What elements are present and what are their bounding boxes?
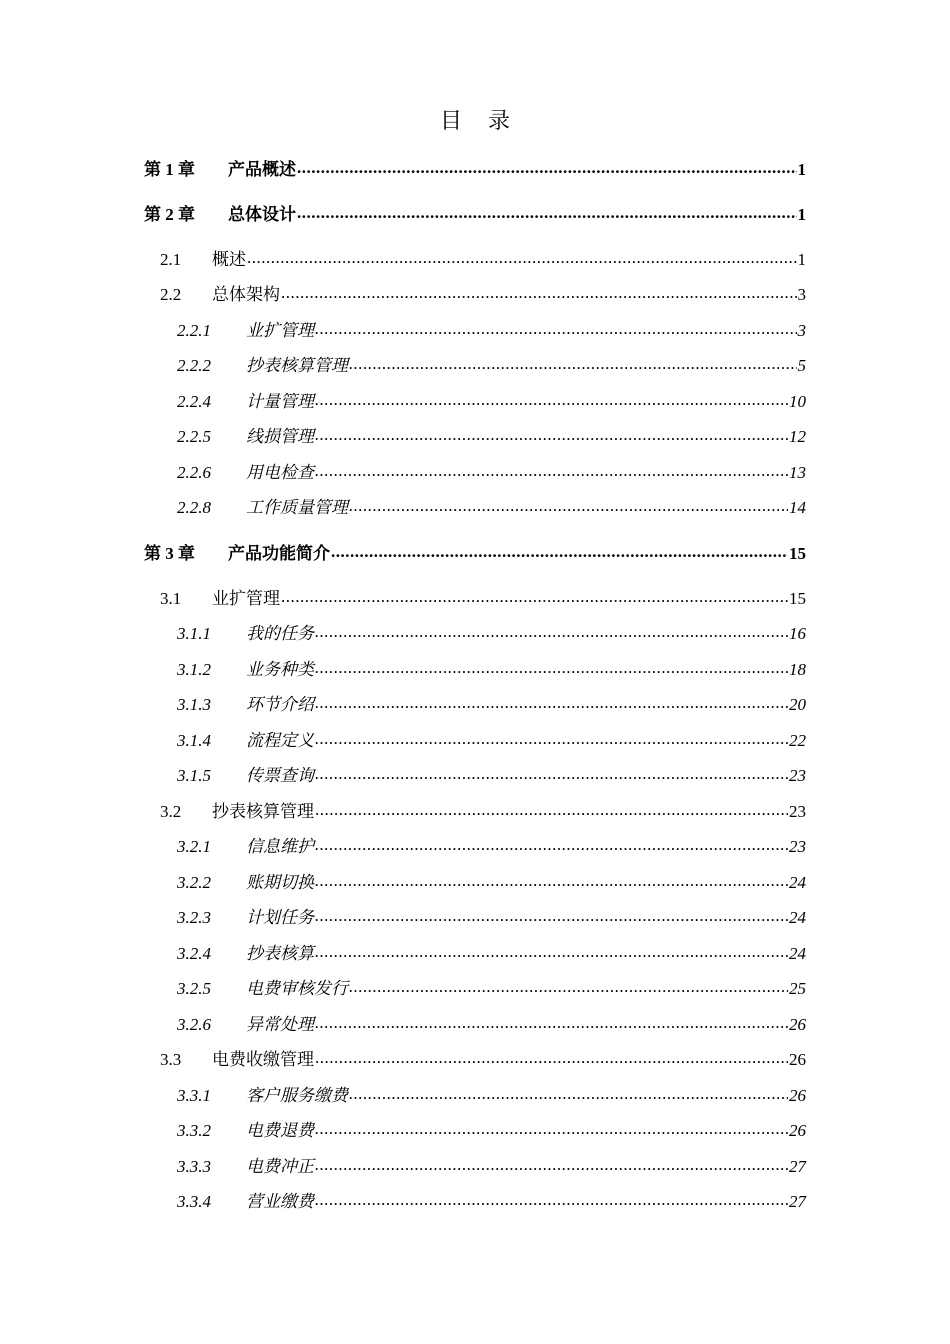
toc-entry-subsection[interactable] xyxy=(177,690,806,714)
toc-entry-subsection[interactable] xyxy=(177,832,806,856)
dot-leader xyxy=(315,1048,788,1065)
toc-entry-page: 24 xyxy=(789,908,806,927)
toc-entry-subsection[interactable] xyxy=(177,903,806,927)
toc-entry-label: 电费收缴管理 xyxy=(212,1050,314,1069)
toc-entry-subsection[interactable] xyxy=(177,387,806,411)
dot-leader xyxy=(315,1119,788,1136)
dot-leader xyxy=(349,496,788,513)
toc-entry-page: 14 xyxy=(789,498,806,517)
dot-leader xyxy=(281,283,797,300)
toc-entry-number: 3.2.5 xyxy=(177,979,211,998)
toc-entry-subsection[interactable] xyxy=(177,974,806,998)
dot-leader xyxy=(247,248,797,265)
toc-entry-label: 电费冲正 xyxy=(246,1157,314,1176)
toc-entry-number: 2.2.5 xyxy=(177,427,211,446)
toc-entry-label: 营业缴费 xyxy=(246,1192,314,1211)
toc-entry-subsection[interactable] xyxy=(177,761,806,785)
toc-entry-label: 抄表核算管理 xyxy=(246,356,348,375)
toc-entry-page: 23 xyxy=(789,837,806,856)
toc-entry-subsection[interactable] xyxy=(177,619,806,643)
dot-leader xyxy=(349,977,788,994)
toc-entry-page: 15 xyxy=(789,589,806,608)
toc-entry-subsection[interactable] xyxy=(177,868,806,892)
toc-entry-page: 22 xyxy=(789,731,806,750)
toc-entry-page: 24 xyxy=(789,873,806,892)
toc-entry-number: 3.3.1 xyxy=(177,1086,211,1105)
toc-entry-section[interactable] xyxy=(160,584,806,608)
toc-entry-label: 客户服务缴费 xyxy=(246,1086,348,1105)
toc-entry-page: 13 xyxy=(789,463,806,482)
dot-leader xyxy=(297,158,797,175)
toc-entry-page: 27 xyxy=(789,1157,806,1176)
toc-entry-number: 3.1.3 xyxy=(177,695,211,714)
toc-entry-subsection[interactable] xyxy=(177,726,806,750)
toc-entry-subsection[interactable] xyxy=(177,1152,806,1176)
toc-entry-label: 账期切换 xyxy=(246,873,314,892)
toc-entry-subsection[interactable] xyxy=(177,316,806,340)
toc-entry-page: 16 xyxy=(789,624,806,643)
toc-entry-label: 环节介绍 xyxy=(246,695,314,714)
toc-entry-label: 业扩管理 xyxy=(212,589,280,608)
toc-entry-page: 1 xyxy=(797,250,806,269)
dot-leader xyxy=(315,871,788,888)
toc-entry-chapter[interactable] xyxy=(144,539,806,563)
toc-entry-page: 26 xyxy=(789,1050,806,1069)
toc-entry-label: 抄表核算管理 xyxy=(212,802,314,821)
toc-entry-label: 产品概述 xyxy=(228,160,296,179)
dot-leader xyxy=(315,1155,788,1172)
toc-entry-number: 3.1.1 xyxy=(177,624,211,643)
toc-entry-section[interactable] xyxy=(160,1045,806,1069)
toc-entry-label: 业务种类 xyxy=(246,660,314,679)
toc-entry-subsection[interactable] xyxy=(177,458,806,482)
toc-entry-page: 3 xyxy=(797,285,806,304)
toc-entry-number: 3.2.3 xyxy=(177,908,211,927)
toc-entry-subsection[interactable] xyxy=(177,655,806,679)
toc-entry-page: 10 xyxy=(789,392,806,411)
toc-entry-label: 电费审核发行 xyxy=(246,979,348,998)
dot-leader xyxy=(315,319,797,336)
toc-entry-page: 1 xyxy=(797,205,806,224)
dot-leader xyxy=(349,354,797,371)
toc-entry-page: 26 xyxy=(789,1121,806,1140)
toc-entry-page: 23 xyxy=(789,766,806,785)
toc-entry-label: 异常处理 xyxy=(246,1015,314,1034)
toc-entry-label: 总体设计 xyxy=(228,205,296,224)
toc-entry-subsection[interactable] xyxy=(177,422,806,446)
dot-leader xyxy=(315,835,788,852)
toc-entry-subsection[interactable] xyxy=(177,939,806,963)
toc-entry-number: 第 1 章 xyxy=(144,160,195,179)
toc-entry-number: 第 2 章 xyxy=(144,205,195,224)
toc-entry-label: 电费退费 xyxy=(246,1121,314,1140)
toc-entry-subsection[interactable] xyxy=(177,1116,806,1140)
dot-leader xyxy=(315,906,788,923)
toc-entry-page: 18 xyxy=(789,660,806,679)
toc-entry-subsection[interactable] xyxy=(177,493,806,517)
toc-entry-number: 3.1.4 xyxy=(177,731,211,750)
toc-title-char-1: 目 xyxy=(439,108,462,133)
toc-entry-label: 抄表核算 xyxy=(246,944,314,963)
toc-entry-chapter[interactable] xyxy=(144,200,806,224)
toc-entry-label: 用电检查 xyxy=(246,463,314,482)
toc-entry-number: 第 3 章 xyxy=(144,544,195,563)
toc-entry-number: 3.3.3 xyxy=(177,1157,211,1176)
toc-entry-section[interactable] xyxy=(160,245,806,269)
toc-entry-number: 3.2.6 xyxy=(177,1015,211,1034)
dot-leader xyxy=(315,729,788,746)
dot-leader xyxy=(315,800,788,817)
toc-entry-number: 3.1.5 xyxy=(177,766,211,785)
toc-entry-page: 12 xyxy=(789,427,806,446)
toc-entry-page: 26 xyxy=(789,1015,806,1034)
toc-entry-label: 计划任务 xyxy=(246,908,314,927)
dot-leader xyxy=(315,764,788,781)
toc-entry-label: 计量管理 xyxy=(246,392,314,411)
dot-leader xyxy=(315,693,788,710)
dot-leader xyxy=(315,390,788,407)
toc-entry-page: 20 xyxy=(789,695,806,714)
toc-entry-page: 1 xyxy=(797,160,806,179)
dot-leader xyxy=(315,942,788,959)
toc-entry-label: 信息维护 xyxy=(246,837,314,856)
dot-leader xyxy=(315,1013,788,1030)
toc-entry-number: 3.3.2 xyxy=(177,1121,211,1140)
toc-entry-page: 23 xyxy=(789,802,806,821)
toc-entry-section[interactable] xyxy=(160,280,806,304)
toc-entry-number: 2.2.6 xyxy=(177,463,211,482)
toc-entry-label: 业扩管理 xyxy=(246,321,314,340)
toc-entry-number: 3.1.2 xyxy=(177,660,211,679)
dot-leader xyxy=(315,425,788,442)
toc-entry-page: 26 xyxy=(789,1086,806,1105)
toc-entry-page: 25 xyxy=(789,979,806,998)
toc-entry-label: 产品功能简介 xyxy=(228,544,330,563)
toc-entry-page: 24 xyxy=(789,944,806,963)
toc-entry-number: 2.2.8 xyxy=(177,498,211,517)
toc-entry-number: 3.2.2 xyxy=(177,873,211,892)
dot-leader xyxy=(315,1190,788,1207)
toc-entry-number: 2.1 xyxy=(160,250,182,269)
toc-entry-number: 2.2.4 xyxy=(177,392,211,411)
dot-leader xyxy=(331,542,788,559)
toc-title-char-2: 录 xyxy=(488,108,511,133)
toc-entry-label: 工作质量管理 xyxy=(246,498,348,517)
toc-entry-label: 我的任务 xyxy=(246,624,314,643)
toc-entry-page: 3 xyxy=(797,321,806,340)
toc-entry-page: 15 xyxy=(789,544,806,563)
toc-entry-number: 3.2.4 xyxy=(177,944,211,963)
toc-entry-page: 5 xyxy=(797,356,806,375)
toc-entry-label: 线损管理 xyxy=(246,427,314,446)
toc-entry-number: 2.2 xyxy=(160,285,182,304)
dot-leader xyxy=(349,1084,788,1101)
toc-entry-label: 概述 xyxy=(212,250,246,269)
toc-entry-label: 流程定义 xyxy=(246,731,314,750)
dot-leader xyxy=(297,203,797,220)
toc-entry-subsection[interactable] xyxy=(177,351,806,375)
toc-entry-number: 2.2.2 xyxy=(177,356,211,375)
toc-entry-chapter[interactable] xyxy=(144,155,806,179)
toc-entry-subsection[interactable] xyxy=(177,1081,806,1105)
toc-entry-number: 3.3.4 xyxy=(177,1192,211,1211)
toc-entry-number: 2.2.1 xyxy=(177,321,211,340)
dot-leader xyxy=(315,658,788,675)
dot-leader xyxy=(315,461,788,478)
toc-entry-number: 3.2 xyxy=(160,802,182,821)
toc-entry-subsection[interactable] xyxy=(177,1187,806,1211)
dot-leader xyxy=(315,622,788,639)
toc-entry-label: 总体架构 xyxy=(212,285,280,304)
dot-leader xyxy=(281,587,788,604)
toc-entry-number: 3.3 xyxy=(160,1050,182,1069)
toc-title xyxy=(0,104,950,135)
toc-entry-number: 3.1 xyxy=(160,589,182,608)
toc-entry-page: 27 xyxy=(789,1192,806,1211)
toc-entry-number: 3.2.1 xyxy=(177,837,211,856)
toc-entry-label: 传票查询 xyxy=(246,766,314,785)
toc-entry-subsection[interactable] xyxy=(177,1010,806,1034)
toc-entry-section[interactable] xyxy=(160,797,806,821)
